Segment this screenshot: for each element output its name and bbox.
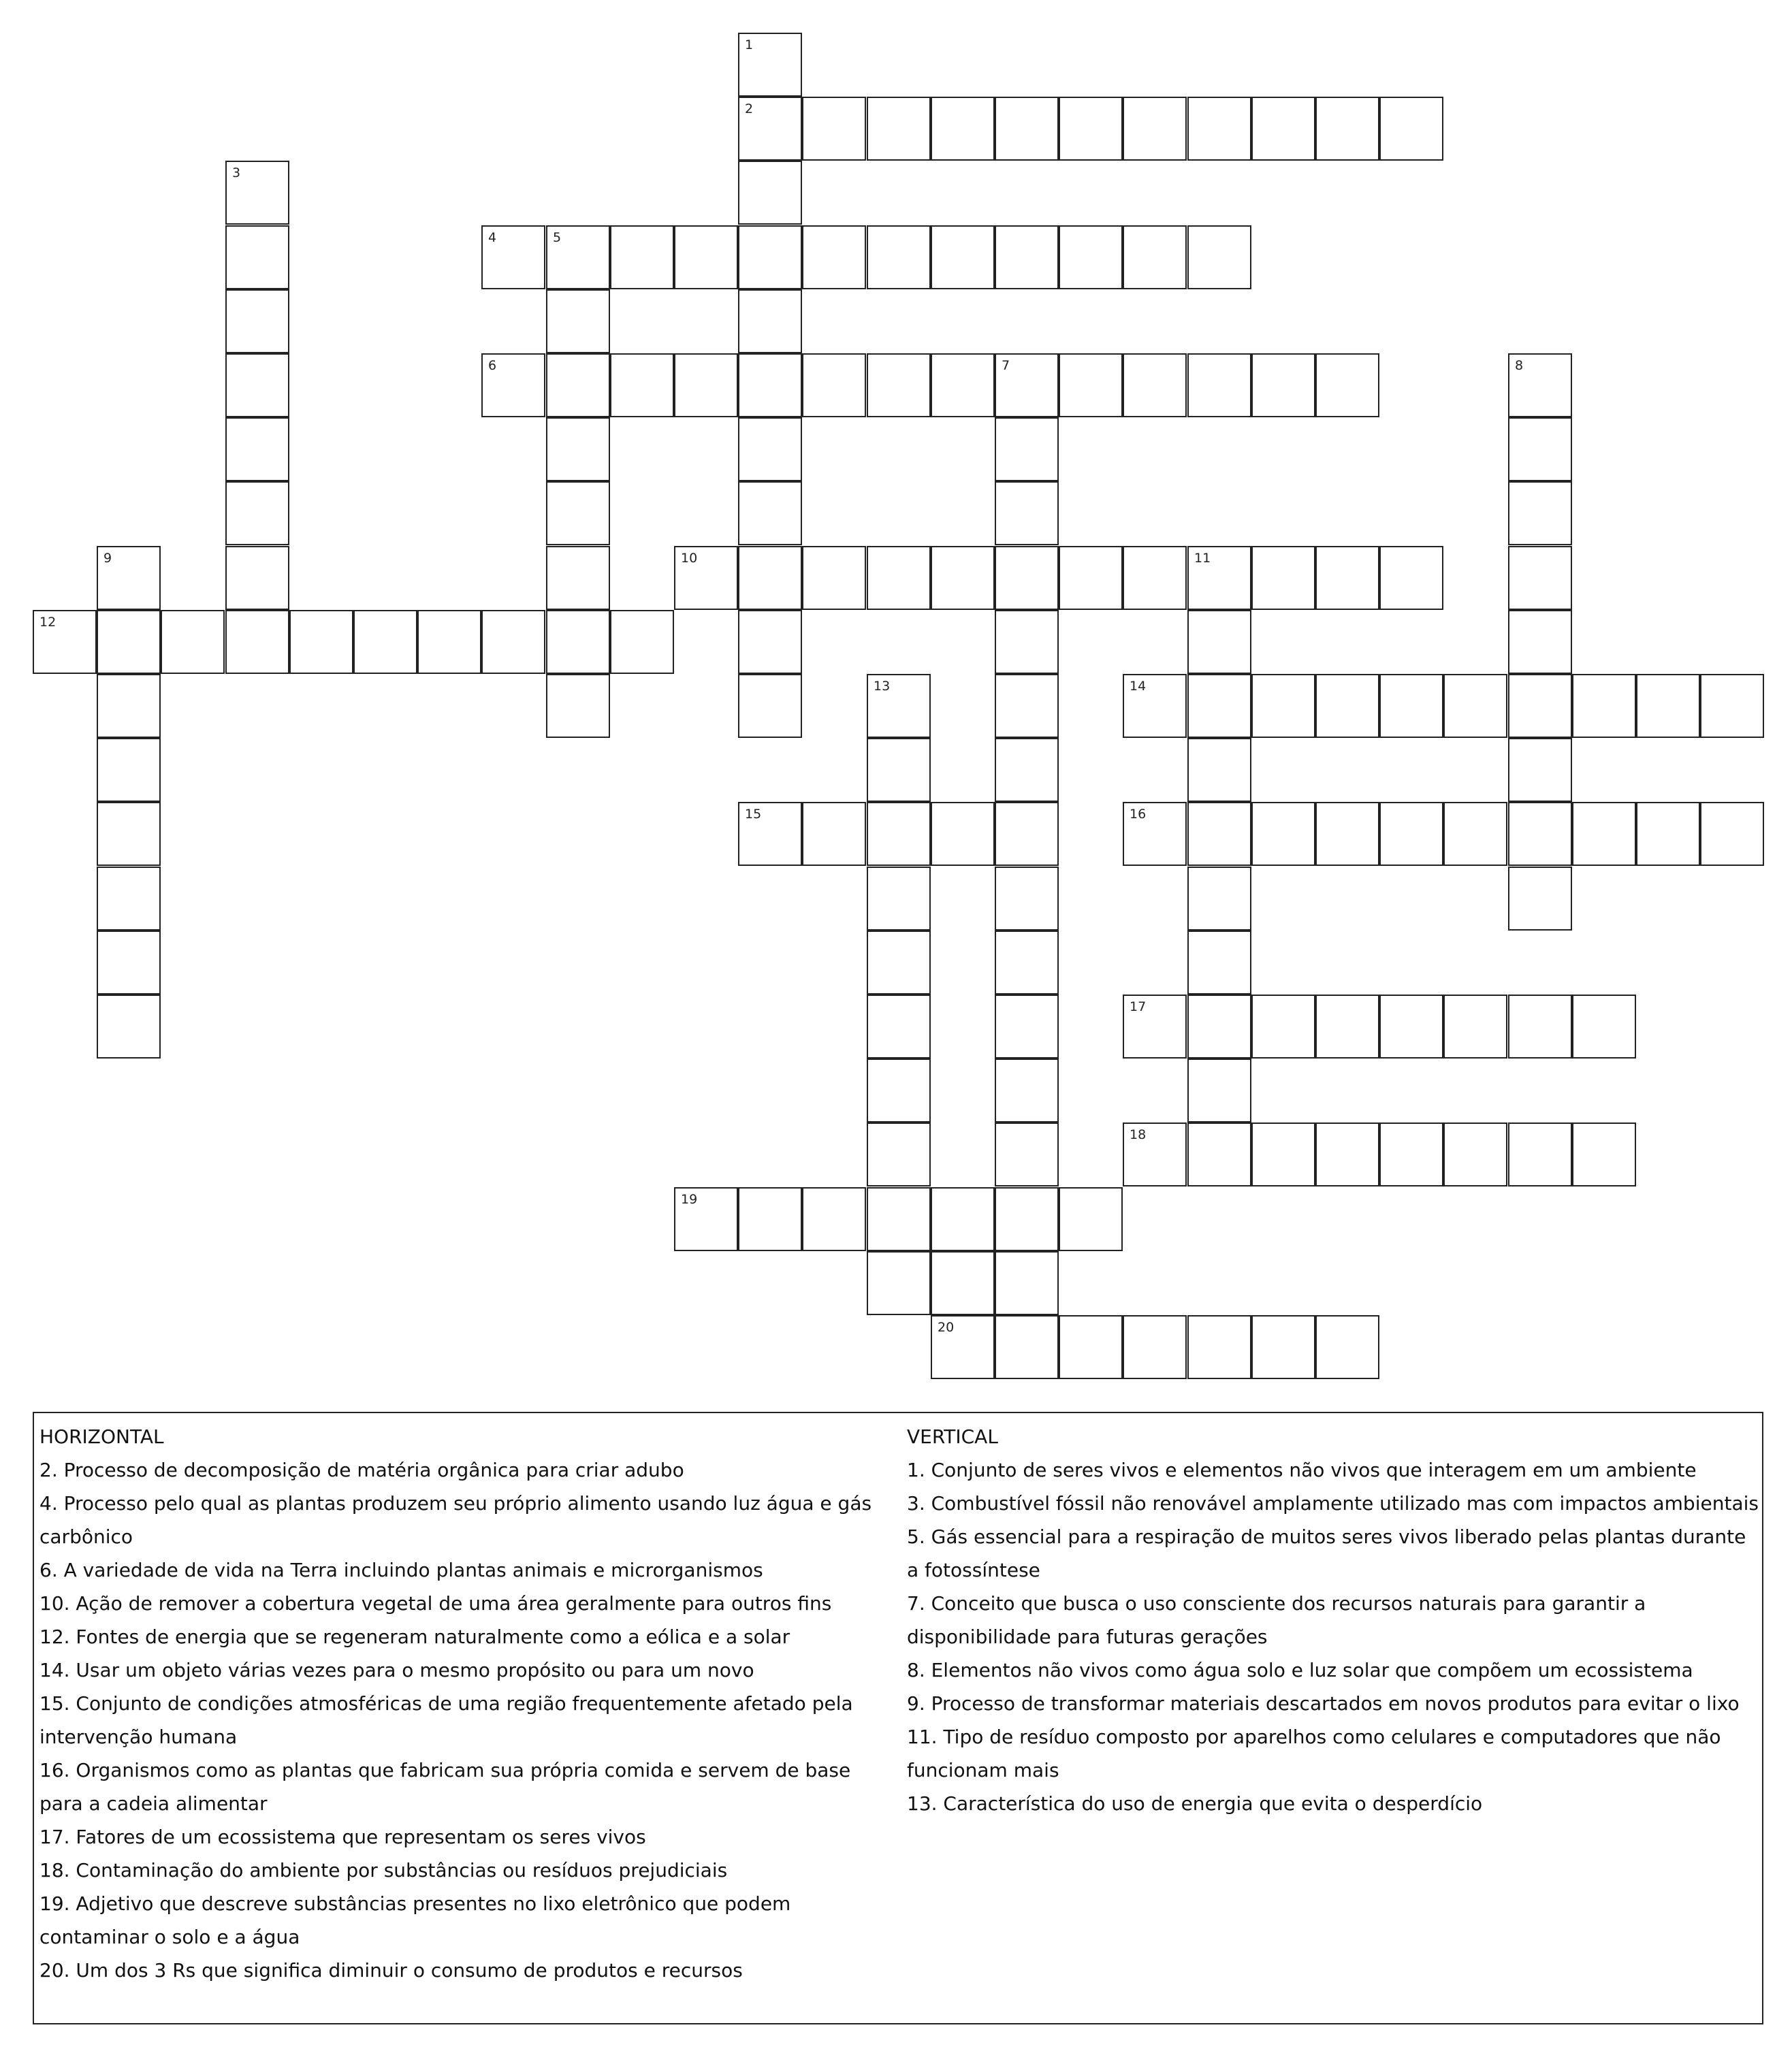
clue-item: 2. Processo de decomposição de matéria orgânica para criar adubo — [39, 1459, 684, 1481]
grid-cell[interactable] — [225, 225, 289, 289]
clue-item: 9. Processo de transformar materiais descartados em novos produtos para evitar o lixo — [907, 1692, 1740, 1715]
grid-cell[interactable] — [738, 161, 802, 225]
grid-cell[interactable] — [97, 610, 161, 674]
grid-cell[interactable] — [931, 1187, 995, 1251]
grid-cell[interactable] — [33, 610, 97, 674]
clue-item: 1. Conjunto de seres vivos e elementos não vivos que interagem em um ambiente — [907, 1459, 1697, 1481]
grid-cell[interactable] — [1059, 97, 1123, 161]
grid-cell[interactable] — [738, 1187, 802, 1251]
clue-number: 13 — [874, 679, 891, 694]
grid-cell[interactable] — [802, 802, 866, 866]
grid-cell[interactable] — [1508, 995, 1572, 1059]
grid-cell[interactable] — [931, 225, 995, 289]
grid-cell[interactable] — [225, 546, 289, 610]
grid-cell[interactable] — [1572, 995, 1636, 1059]
grid-cell[interactable] — [995, 1251, 1059, 1315]
grid-cell[interactable] — [1187, 738, 1251, 802]
grid-cell[interactable] — [610, 225, 674, 289]
grid-cell[interactable] — [738, 802, 802, 866]
grid-cell[interactable] — [867, 225, 931, 289]
grid-cell[interactable] — [802, 97, 866, 161]
clue-item: 20. Um dos 3 Rs que significa diminuir o consumo de produtos e recursos — [39, 1959, 743, 1982]
grid-cell[interactable] — [931, 546, 995, 610]
grid-cell[interactable] — [1572, 1123, 1636, 1186]
grid-cell[interactable] — [1443, 802, 1507, 866]
clue-number: 8 — [1515, 358, 1524, 373]
grid-cell[interactable] — [995, 674, 1059, 738]
grid-cell[interactable] — [674, 1187, 738, 1251]
grid-cell[interactable] — [1251, 802, 1315, 866]
grid-cell[interactable] — [1251, 1123, 1315, 1186]
grid-cell[interactable] — [1123, 546, 1187, 610]
clue-item: 10. Ação de remover a cobertura vegetal de uma área geralmente para outros fins — [39, 1592, 832, 1615]
grid-cell[interactable] — [1251, 546, 1315, 610]
grid-cell[interactable] — [867, 1059, 931, 1123]
grid-cell[interactable] — [1700, 802, 1764, 866]
grid-cell[interactable] — [1379, 995, 1443, 1059]
grid-cell[interactable] — [1508, 674, 1572, 738]
grid-cell[interactable] — [546, 353, 610, 417]
grid-cell[interactable] — [1700, 674, 1764, 738]
grid-cell[interactable] — [867, 995, 931, 1059]
grid-cell[interactable] — [97, 995, 161, 1059]
grid-cell[interactable] — [1636, 674, 1700, 738]
grid-cell[interactable] — [1187, 546, 1251, 610]
grid-cell[interactable] — [867, 867, 931, 931]
clue-item: 18. Contaminação do ambiente por substâncias ou resíduos prejudiciais — [39, 1859, 728, 1882]
grid-cell[interactable] — [546, 546, 610, 610]
clue-number: 3 — [232, 165, 241, 180]
clue-item: 14. Usar um objeto várias vezes para o mesmo propósito ou para um novo — [39, 1659, 754, 1681]
grid-cell[interactable] — [802, 546, 866, 610]
grid-cell[interactable] — [1123, 1123, 1187, 1186]
grid-cell[interactable] — [867, 738, 931, 802]
grid-cell[interactable] — [546, 674, 610, 738]
grid-cell[interactable] — [1379, 546, 1443, 610]
grid-cell[interactable] — [867, 546, 931, 610]
grid-cell[interactable] — [610, 353, 674, 417]
grid-cell[interactable] — [738, 546, 802, 610]
clue-number: 17 — [1130, 999, 1147, 1014]
grid-cell[interactable] — [738, 225, 802, 289]
grid-cell[interactable] — [481, 225, 545, 289]
grid-cell[interactable] — [1251, 674, 1315, 738]
grid-cell[interactable] — [738, 97, 802, 161]
grid-cell[interactable] — [995, 353, 1059, 417]
clue-number: 15 — [745, 807, 762, 822]
grid-cell[interactable] — [738, 417, 802, 481]
grid-cell[interactable] — [738, 674, 802, 738]
grid-cell[interactable] — [674, 546, 738, 610]
grid-cell[interactable] — [97, 802, 161, 866]
clue-item: 17. Fatores de um ecossistema que representam os seres vivos — [39, 1826, 646, 1848]
clue-item: 4. Processo pelo qual as plantas produzem seu próprio alimento usando luz água e gás carbônico — [39, 1492, 872, 1548]
grid-cell[interactable] — [1123, 674, 1187, 738]
grid-cell[interactable] — [995, 417, 1059, 481]
clue-number: 6 — [488, 358, 497, 373]
grid-cell[interactable] — [738, 33, 802, 97]
grid-cell[interactable] — [1059, 225, 1123, 289]
grid-cell[interactable] — [1508, 417, 1572, 481]
grid-cell[interactable] — [1123, 353, 1187, 417]
clue-number: 9 — [103, 551, 112, 566]
grid-cell[interactable] — [738, 610, 802, 674]
grid-cell[interactable] — [995, 995, 1059, 1059]
clue-number: 16 — [1130, 807, 1147, 822]
clue-item: 19. Adjetivo que descreve substâncias presentes no lixo eletrônico que podem contaminar o solo e a água — [39, 1892, 791, 1948]
grid-cell[interactable] — [1508, 546, 1572, 610]
grid-cell[interactable] — [1636, 802, 1700, 866]
clue-item: 12. Fontes de energia que se regeneram naturalmente como a eólica e a solar — [39, 1626, 790, 1648]
clue-item: 16. Organismos como as plantas que fabricam sua própria comida e servem de base para a cadeia alimentar — [39, 1759, 851, 1815]
grid-cell[interactable] — [225, 161, 289, 225]
grid-cell[interactable] — [867, 931, 931, 995]
grid-cell[interactable] — [225, 353, 289, 417]
grid-cell[interactable] — [1187, 1059, 1251, 1123]
grid-cell[interactable] — [1187, 97, 1251, 161]
grid-cell[interactable] — [1443, 1123, 1507, 1186]
clue-number: 19 — [681, 1192, 698, 1207]
grid-cell[interactable] — [1379, 674, 1443, 738]
grid-cell[interactable] — [417, 610, 481, 674]
grid-cell[interactable] — [1123, 225, 1187, 289]
grid-cell[interactable] — [97, 931, 161, 995]
clue-number: 1 — [745, 37, 754, 52]
grid-cell[interactable] — [1508, 353, 1572, 417]
grid-cell[interactable] — [97, 674, 161, 738]
grid-cell[interactable] — [867, 97, 931, 161]
grid-cell[interactable] — [1059, 353, 1123, 417]
grid-cell[interactable] — [1187, 610, 1251, 674]
grid-cell[interactable] — [1508, 1123, 1572, 1186]
grid-cell[interactable] — [995, 546, 1059, 610]
vertical-clue-list — [907, 1453, 1759, 1820]
grid-cell[interactable] — [867, 353, 931, 417]
grid-cell[interactable] — [802, 1187, 866, 1251]
clue-item: 11. Tipo de resíduo composto por aparelhos como celulares e computadores que não funcionam mais — [907, 1726, 1721, 1781]
grid-cell[interactable] — [1572, 674, 1636, 738]
grid-cell[interactable] — [1187, 1315, 1251, 1379]
grid-cell[interactable] — [1123, 97, 1187, 161]
grid-cell[interactable] — [1123, 1315, 1187, 1379]
grid-cell[interactable] — [546, 610, 610, 674]
grid-cell[interactable] — [995, 225, 1059, 289]
grid-cell[interactable] — [995, 481, 1059, 545]
grid-cell[interactable] — [1443, 674, 1507, 738]
grid-cell[interactable] — [225, 481, 289, 545]
grid-cell[interactable] — [1315, 674, 1379, 738]
clue-number: 11 — [1194, 551, 1211, 566]
grid-cell[interactable] — [995, 1123, 1059, 1186]
grid-cell[interactable] — [225, 289, 289, 353]
grid-cell[interactable] — [1059, 1315, 1123, 1379]
clue-item: 7. Conceito que busca o uso consciente dos recursos naturais para garantir a disponibilidade para futuras gerações — [907, 1592, 1646, 1648]
grid-cell[interactable] — [1251, 97, 1315, 161]
grid-cell[interactable] — [738, 289, 802, 353]
grid-cell[interactable] — [802, 225, 866, 289]
grid-cell[interactable] — [353, 610, 417, 674]
clue-number: 10 — [681, 551, 698, 566]
grid-cell[interactable] — [802, 353, 866, 417]
grid-cell[interactable] — [1251, 995, 1315, 1059]
grid-cell[interactable] — [1187, 995, 1251, 1059]
grid-cell[interactable] — [1315, 995, 1379, 1059]
clue-number: 18 — [1130, 1127, 1147, 1142]
grid-cell[interactable] — [738, 353, 802, 417]
grid-cell[interactable] — [1315, 97, 1379, 161]
grid-cell[interactable] — [931, 1251, 995, 1315]
grid-cell[interactable] — [97, 738, 161, 802]
horizontal-clue-list — [39, 1453, 899, 1987]
grid-cell[interactable] — [995, 802, 1059, 866]
grid-cell[interactable] — [1315, 1315, 1379, 1379]
grid-cell[interactable] — [867, 1251, 931, 1315]
clue-number: 14 — [1130, 679, 1147, 694]
grid-cell[interactable] — [1187, 225, 1251, 289]
clue-item: 15. Conjunto de condições atmosféricas de uma região frequentemente afetado pela intervenção humana — [39, 1692, 853, 1748]
grid-cell[interactable] — [1315, 1123, 1379, 1186]
grid-cell[interactable] — [1508, 481, 1572, 545]
grid-cell[interactable] — [546, 417, 610, 481]
grid-cell[interactable] — [931, 1315, 995, 1379]
grid-cell[interactable] — [1379, 97, 1443, 161]
grid-cell[interactable] — [1059, 1187, 1123, 1251]
clue-item: 6. A variedade de vida na Terra incluindo plantas animais e microrganismos — [39, 1559, 763, 1581]
grid-cell[interactable] — [97, 867, 161, 931]
clue-item: 8. Elementos não vivos como água solo e luz solar que compõem um ecossistema — [907, 1659, 1693, 1681]
clue-number: 7 — [1002, 358, 1010, 373]
grid-cell[interactable] — [546, 481, 610, 545]
grid-cell[interactable] — [931, 353, 995, 417]
grid-cell[interactable] — [1508, 867, 1572, 931]
grid-cell[interactable] — [867, 674, 931, 738]
grid-cell[interactable] — [1187, 867, 1251, 931]
clue-number: 4 — [488, 230, 497, 245]
clue-item: 3. Combustível fóssil não renovável amplamente utilizado mas com impactos ambientais — [907, 1492, 1759, 1515]
grid-cell[interactable] — [1315, 802, 1379, 866]
grid-cell[interactable] — [1572, 802, 1636, 866]
grid-cell[interactable] — [738, 481, 802, 545]
clue-item: 13. Característica do uso de energia que evita o desperdício — [907, 1792, 1483, 1815]
grid-cell[interactable] — [931, 802, 995, 866]
grid-cell[interactable] — [1123, 995, 1187, 1059]
clue-number: 2 — [745, 101, 754, 116]
grid-cell[interactable] — [995, 738, 1059, 802]
grid-cell[interactable] — [995, 1059, 1059, 1123]
grid-cell[interactable] — [1508, 738, 1572, 802]
grid-cell[interactable] — [931, 97, 995, 161]
grid-cell[interactable] — [289, 610, 353, 674]
grid-cell[interactable] — [995, 97, 1059, 161]
grid-cell[interactable] — [1508, 802, 1572, 866]
grid-cell[interactable] — [97, 546, 161, 610]
horizontal-heading: HORIZONTAL — [39, 1425, 164, 1448]
grid-cell[interactable] — [1187, 353, 1251, 417]
grid-cell[interactable] — [1379, 1123, 1443, 1186]
grid-cell[interactable] — [1187, 674, 1251, 738]
clue-item: 5. Gás essencial para a respiração de muitos seres vivos liberado pelas plantas durante a fotossíntese — [907, 1525, 1746, 1581]
grid-cell[interactable] — [161, 610, 225, 674]
clue-number: 20 — [938, 1320, 955, 1335]
grid-cell[interactable] — [1123, 802, 1187, 866]
grid-cell[interactable] — [225, 417, 289, 481]
horizontal-clues-column — [39, 1420, 899, 1987]
grid-cell[interactable] — [674, 225, 738, 289]
grid-cell[interactable] — [995, 610, 1059, 674]
grid-cell[interactable] — [867, 802, 931, 866]
grid-cell[interactable] — [995, 1187, 1059, 1251]
clue-number: 5 — [553, 230, 562, 245]
grid-cell[interactable] — [1251, 353, 1315, 417]
vertical-clues-column — [907, 1420, 1759, 1820]
vertical-heading: VERTICAL — [907, 1425, 998, 1448]
grid-cell[interactable] — [1187, 802, 1251, 866]
grid-cell[interactable] — [1187, 931, 1251, 995]
clue-number: 12 — [39, 615, 57, 630]
grid-cell[interactable] — [1315, 546, 1379, 610]
grid-cell[interactable] — [1315, 353, 1379, 417]
grid-cell[interactable] — [1379, 802, 1443, 866]
grid-cell[interactable] — [995, 1315, 1059, 1379]
grid-cell[interactable] — [995, 931, 1059, 995]
grid-cell[interactable] — [867, 1187, 931, 1251]
grid-cell[interactable] — [1443, 995, 1507, 1059]
grid-cell[interactable] — [1187, 1123, 1251, 1186]
grid-cell[interactable] — [481, 610, 545, 674]
grid-cell[interactable] — [674, 353, 738, 417]
grid-cell[interactable] — [546, 225, 610, 289]
clue-box — [33, 1412, 1763, 2024]
grid-cell[interactable] — [225, 610, 289, 674]
grid-cell[interactable] — [1251, 1315, 1315, 1379]
grid-cell[interactable] — [867, 1123, 931, 1186]
grid-cell[interactable] — [481, 353, 545, 417]
grid-cell[interactable] — [995, 867, 1059, 931]
grid-cell[interactable] — [610, 610, 674, 674]
grid-cell[interactable] — [1508, 610, 1572, 674]
grid-cell[interactable] — [546, 289, 610, 353]
grid-cell[interactable] — [1059, 546, 1123, 610]
